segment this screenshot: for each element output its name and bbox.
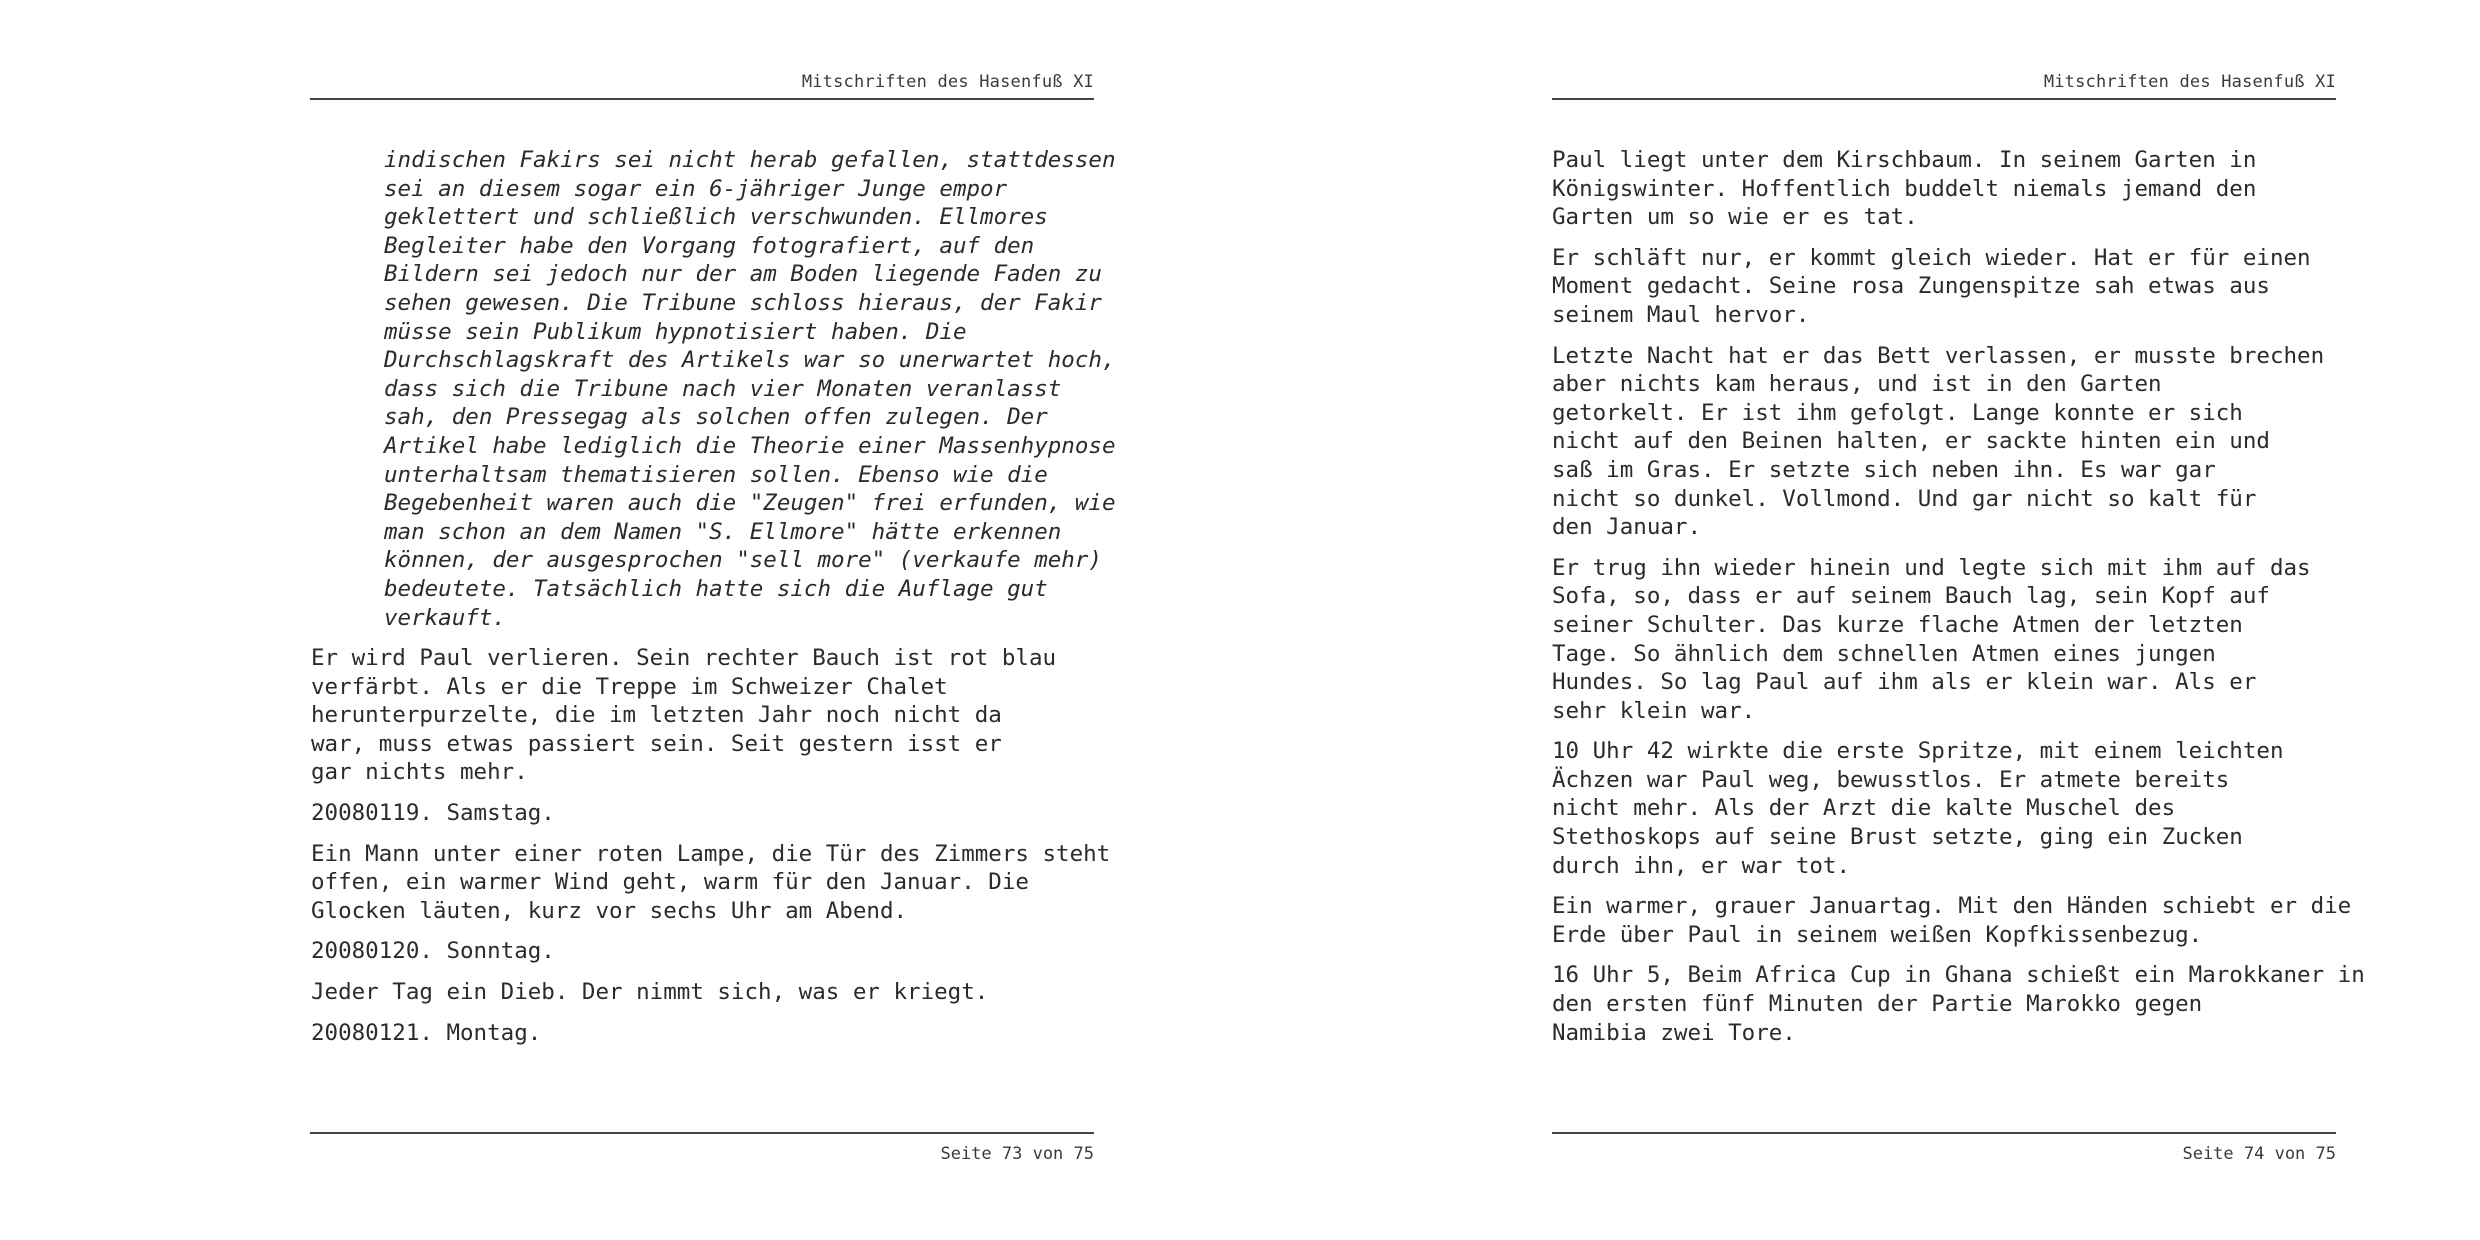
page-body: [311, 146, 1116, 1059]
text-line: indischen Fakirs sei nicht herab gefallen, stattdessen: [384, 147, 1116, 173]
page-footer: Seite 73 von 75: [940, 1144, 1094, 1164]
text-line: nicht auf den Beinen halten, er sackte hinten ein und: [1552, 428, 2270, 455]
paragraph: [1552, 342, 2352, 542]
text-line: Begebenheit waren auch die "Zeugen" frei erfunden, wie: [384, 490, 1116, 517]
text-line: saß im Gras. Er setzte sich neben ihn. Es war gar: [1552, 456, 2216, 483]
text-line: Paul liegt unter dem Kirschbaum. In seinem Garten in: [1552, 147, 2257, 173]
paragraph: [311, 978, 1111, 1007]
text-line: Glocken läuten, kurz vor sechs Uhr am Abend.: [311, 897, 908, 924]
text-line: verkauft.: [384, 604, 506, 631]
text-line: Sofa, so, dass er auf seinem Bauch lag, sein Kopf auf: [1552, 583, 2270, 610]
text-line: Namibia zwei Tore.: [1552, 1019, 1796, 1046]
paragraph: [1552, 892, 2352, 949]
footer-rule: [1552, 1132, 2336, 1134]
text-line: Hundes. So lag Paul auf ihm als er klein war. Als er: [1552, 669, 2257, 696]
text-line: Stethoskops auf seine Brust setzte, ging ein Zucken: [1552, 824, 2243, 851]
paragraph: [1552, 244, 2352, 330]
text-line: den ersten fünf Minuten der Partie Marokko gegen: [1552, 991, 2203, 1018]
text-line: unterhaltsam thematisieren sollen. Ebenso wie die: [384, 461, 1048, 488]
paragraph: [311, 840, 1111, 926]
text-line: Ein Mann unter einer roten Lampe, die Tür des Zimmers steht: [311, 840, 1111, 867]
text-line: den Januar.: [1552, 514, 1702, 541]
text-line: seinem Maul hervor.: [1552, 301, 1810, 328]
text-line: Letzte Nacht hat er das Bett verlassen, er musste brechen: [1552, 342, 2325, 369]
text-line: getorkelt. Er ist ihm gefolgt. Lange konnte er sich: [1552, 399, 2243, 426]
text-line: Tage. So ähnlich dem schnellen Atmen eines jungen: [1552, 640, 2216, 667]
text-line: Er trug ihn wieder hinein und legte sich mit ihm auf das: [1552, 554, 2311, 581]
text-line: 20080119. Samstag.: [311, 800, 555, 827]
text-line: 16 Uhr 5, Beim Africa Cup in Ghana schießt ein Marokkaner in: [1552, 962, 2365, 989]
text-line: 20080120. Sonntag.: [311, 938, 555, 965]
text-line: Garten um so wie er es tat.: [1552, 204, 1918, 231]
text-line: sehr klein war.: [1552, 697, 1756, 724]
header-rule: [1552, 98, 2336, 100]
text-line: gar nichts mehr.: [311, 759, 528, 786]
text-line: geklettert und schließlich verschwunden. Ellmores: [384, 204, 1048, 231]
text-line: Durchschlagskraft des Artikels war so unerwartet hoch,: [384, 347, 1116, 374]
text-line: Er wird Paul verlieren. Sein rechter Bauch ist rot blau: [311, 645, 1057, 672]
paragraph: [311, 644, 1111, 787]
date-heading: [311, 1019, 1111, 1048]
paragraph: [1552, 554, 2352, 726]
page-header: Mitschriften des Hasenfuß XI: [801, 72, 1094, 92]
text-line: sei an diesem sogar ein 6-jähriger Junge empor: [384, 175, 1008, 202]
text-line: nicht mehr. Als der Arzt die kalte Muschel des: [1552, 795, 2176, 822]
text-line: Artikel habe lediglich die Theorie einer Massenhypnose: [384, 432, 1116, 459]
text-line: durch ihn, er war tot.: [1552, 852, 1851, 879]
text-line: sah, den Pressegag als solchen offen zulegen. Der: [384, 404, 1048, 431]
text-line: seiner Schulter. Das kurze flache Atmen der letzten: [1552, 611, 2243, 638]
text-line: müsse sein Publikum hypnotisiert haben. Die: [384, 318, 967, 345]
text-line: können, der ausgesprochen "sell more" (verkaufe mehr): [384, 547, 1102, 574]
paragraph: [1552, 737, 2352, 880]
quoted-passage: [311, 146, 1116, 632]
paragraph: [1552, 146, 2352, 232]
page-header: Mitschriften des Hasenfuß XI: [2043, 72, 2336, 92]
text-line: Erde über Paul in seinem weißen Kopfkissenbezug.: [1552, 921, 2203, 948]
text-line: 10 Uhr 42 wirkte die erste Spritze, mit einem leichten: [1552, 738, 2284, 765]
header-rule: [310, 98, 1094, 100]
text-line: Begleiter habe den Vorgang fotografiert, auf den: [384, 232, 1035, 259]
footer-rule: [310, 1132, 1094, 1134]
text-line: Er schläft nur, er kommt gleich wieder. Hat er für einen: [1552, 244, 2311, 271]
text-line: dass sich die Tribune nach vier Monaten veranlasst: [384, 375, 1062, 402]
text-line: verfärbt. Als er die Treppe im Schweizer Chalet: [311, 673, 948, 700]
text-line: 20080121. Montag.: [311, 1019, 542, 1046]
date-heading: [311, 799, 1111, 828]
page-footer: Seite 74 von 75: [2182, 1144, 2336, 1164]
page-body: [1552, 146, 2365, 1059]
text-line: Ein warmer, grauer Januartag. Mit den Händen schiebt er die: [1552, 893, 2352, 920]
page-right: [1240, 0, 2480, 1240]
paragraph: [1552, 961, 2365, 1047]
text-line: Moment gedacht. Seine rosa Zungenspitze sah etwas aus: [1552, 273, 2270, 300]
text-line: Königswinter. Hoffentlich buddelt niemals jemand den: [1552, 175, 2257, 202]
text-line: man schon an dem Namen "S. Ellmore" hätte erkennen: [384, 518, 1062, 545]
text-line: offen, ein warmer Wind geht, warm für den Januar. Die: [311, 869, 1029, 896]
text-line: sehen gewesen. Die Tribune schloss hieraus, der Fakir: [384, 289, 1102, 316]
text-line: Jeder Tag ein Dieb. Der nimmt sich, was er kriegt.: [311, 979, 989, 1006]
text-line: Ächzen war Paul weg, bewusstlos. Er atmete bereits: [1552, 766, 2230, 793]
text-line: Bildern sei jedoch nur der am Boden liegende Faden zu: [384, 261, 1102, 288]
date-heading: [311, 937, 1111, 966]
text-line: aber nichts kam heraus, und ist in den Garten: [1552, 371, 2162, 398]
text-line: bedeutete. Tatsächlich hatte sich die Auflage gut: [384, 575, 1048, 602]
text-line: war, muss etwas passiert sein. Seit gestern isst er: [311, 730, 1002, 757]
text-line: nicht so dunkel. Vollmond. Und gar nicht so kalt für: [1552, 485, 2257, 512]
text-line: herunterpurzelte, die im letzten Jahr noch nicht da: [311, 702, 1002, 729]
